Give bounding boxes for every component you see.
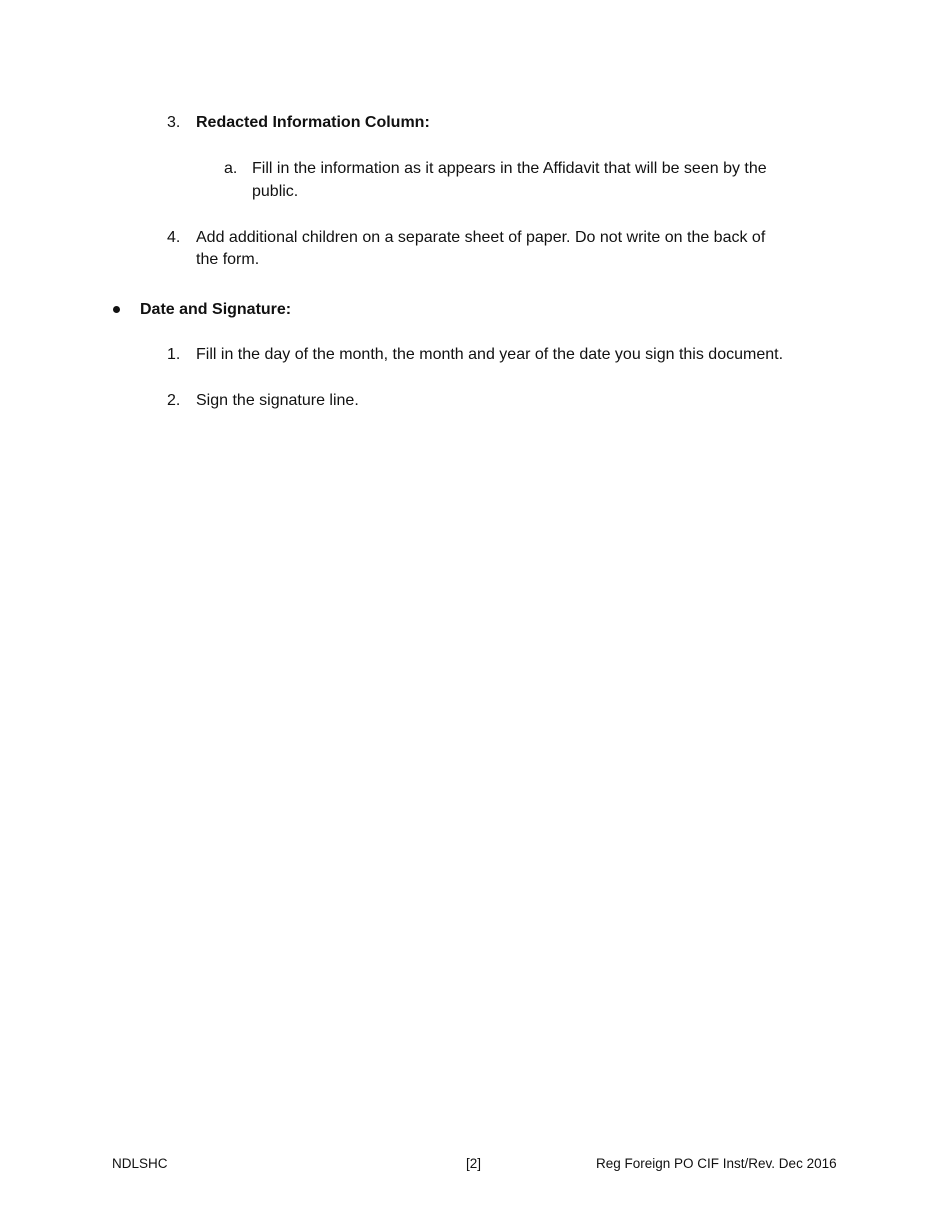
date-instruction-text: Fill in the day of the month, the month and year of the date you sign this document. (196, 346, 784, 363)
sub-a-text-line-1: Fill in the information as it appears in the Affidavit that will be seen by the (252, 160, 767, 177)
signature-instruction-text: Sign the signature line. (196, 392, 359, 409)
bullet-icon (113, 306, 120, 313)
list-number-1: 1. (167, 346, 181, 363)
list-letter-a: a. (224, 160, 238, 177)
footer-left: NDLSHC (112, 1156, 168, 1171)
sub-a-text-line-2: public. (252, 183, 299, 200)
list-number-4: 4. (167, 229, 181, 246)
list-number-3: 3. (167, 114, 181, 131)
footer-page-number: [2] (466, 1156, 482, 1171)
item-4-text-line-2: the form. (196, 251, 260, 268)
footer-form-revision: Reg Foreign PO CIF Inst/Rev. Dec 2016 (596, 1156, 837, 1171)
list-number-2: 2. (167, 392, 181, 409)
date-signature-heading: Date and Signature: (140, 301, 292, 318)
redacted-info-heading: Redacted Information Column: (196, 114, 430, 131)
item-4-text-line-1: Add additional children on a separate sheet of paper. Do not write on the back of (196, 229, 766, 246)
